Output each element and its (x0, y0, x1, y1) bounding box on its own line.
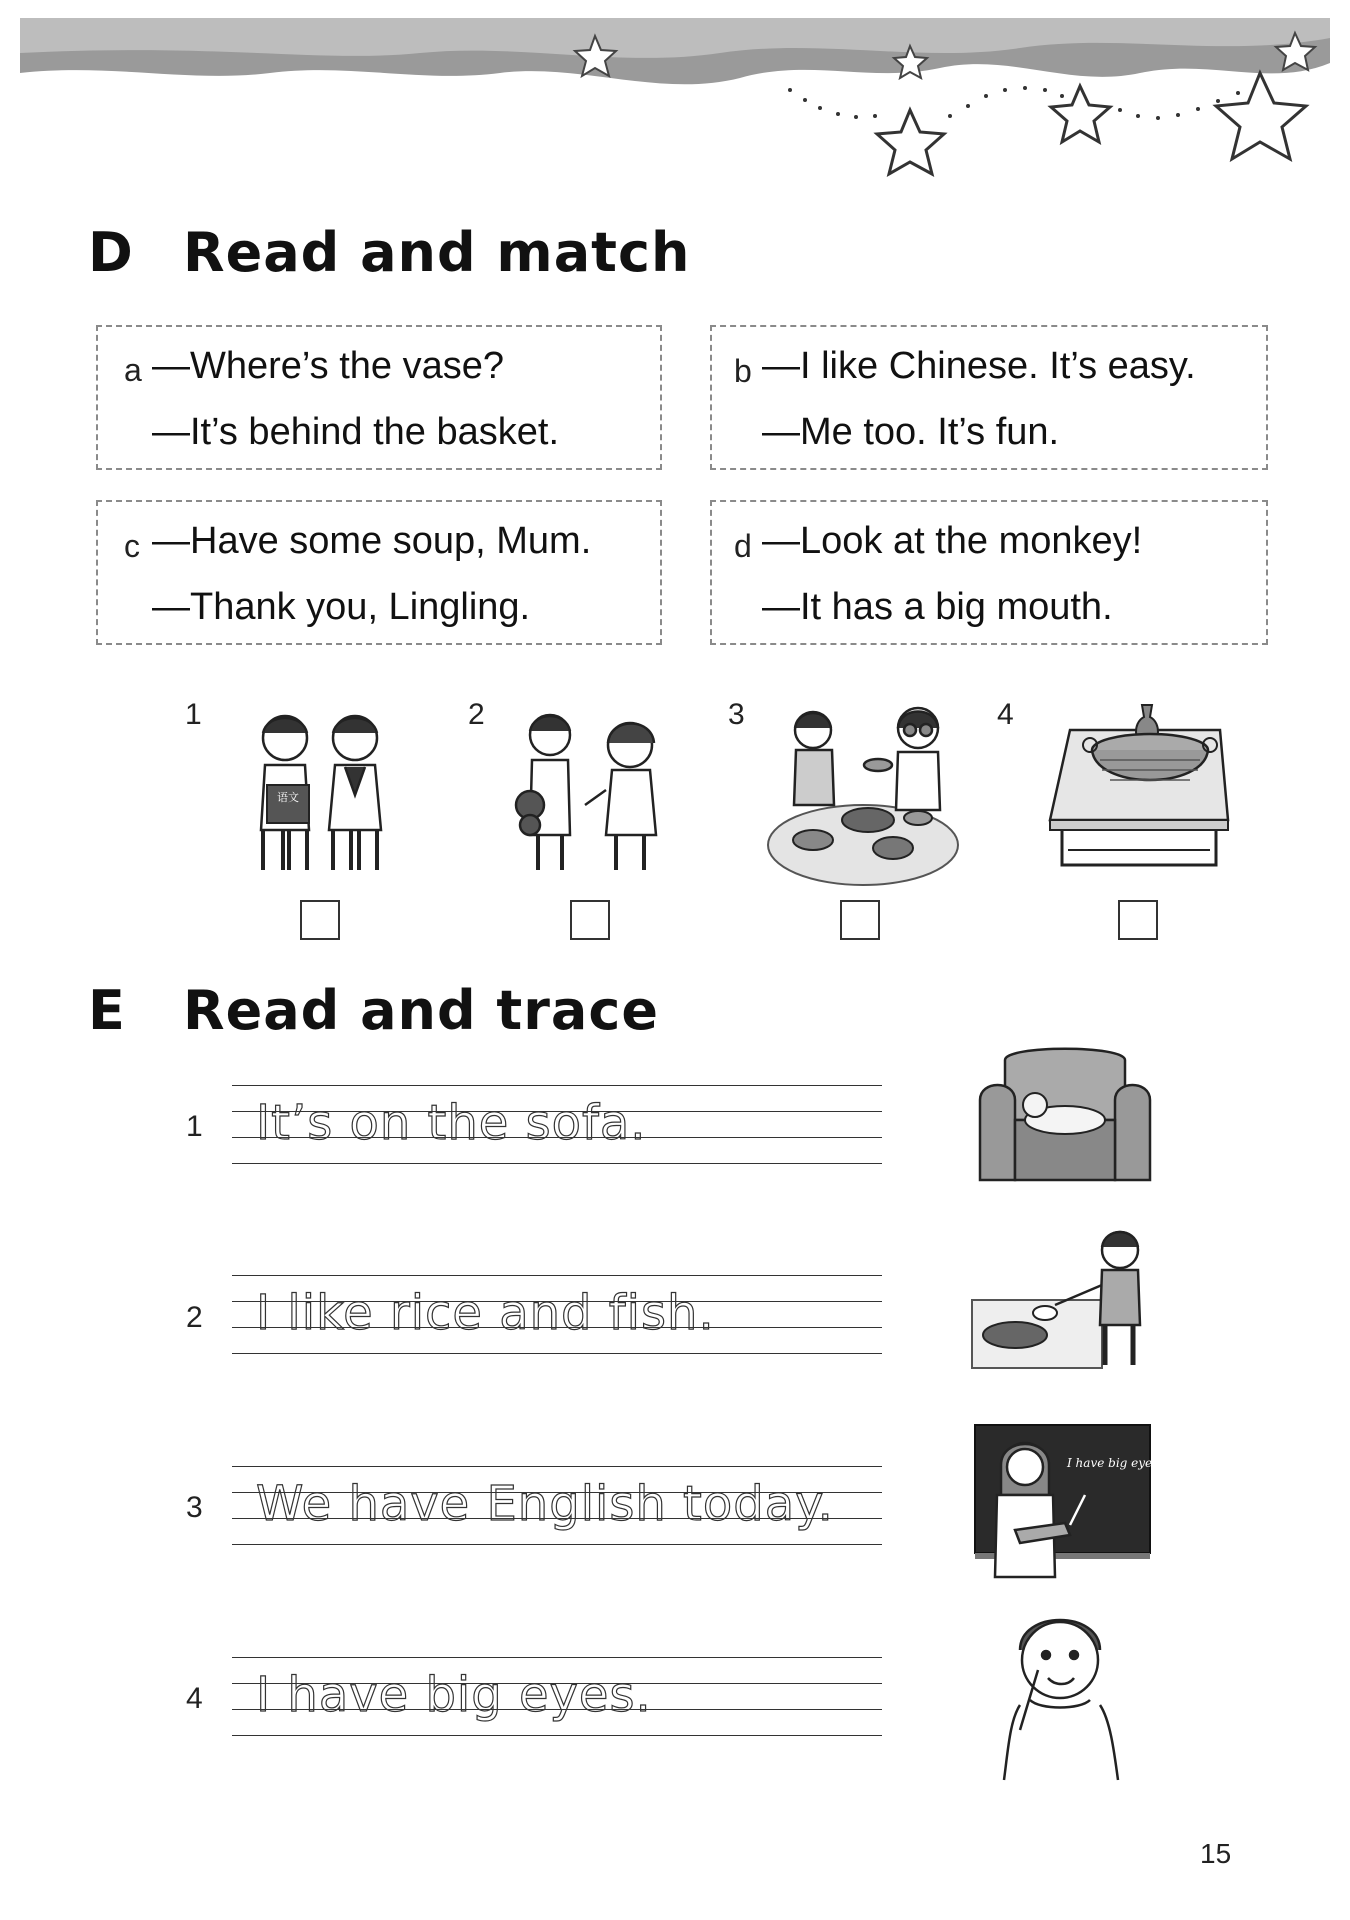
dialogue-box-c (96, 500, 662, 645)
dialogue-box-d (710, 500, 1268, 645)
dialogue-line-1: —Look at the monkey! (762, 520, 1143, 562)
girl-serving-soup-picture (768, 700, 958, 870)
dialogue-line-2: —It’s behind the basket. (152, 411, 559, 453)
vase-behind-basket-picture (1040, 705, 1230, 870)
dialogue-line-1: —I like Chinese. It’s easy. (762, 345, 1196, 387)
dialogue-line-2: —Thank you, Lingling. (152, 586, 531, 628)
answer-box-3[interactable] (840, 900, 880, 940)
book-label: 语文 (277, 792, 299, 804)
section-e-title: Read and trace (183, 979, 659, 1042)
trace-number: 3 (186, 1491, 203, 1524)
trace-line-1[interactable] (232, 1085, 882, 1165)
teacher-blackboard-picture (975, 1425, 1163, 1577)
answer-box-2[interactable] (570, 900, 610, 940)
picture-number: 4 (997, 698, 1014, 731)
girl-rice-fish-picture (970, 1225, 1160, 1370)
answer-box-1[interactable] (300, 900, 340, 940)
board-text: I have big eyes. (1067, 1456, 1163, 1470)
picture-number: 3 (728, 698, 745, 731)
trace-text: I have big eyes. (256, 1667, 652, 1723)
dialogue-letter: b (734, 353, 752, 389)
dialogue-box-b (710, 325, 1268, 470)
boy-pointing-eye-picture (990, 1600, 1130, 1780)
dialogue-letter: c (124, 528, 140, 564)
two-boys-with-book-picture (245, 705, 415, 875)
page-number: 15 (1200, 1838, 1232, 1869)
picture-number: 1 (185, 698, 202, 731)
dialogue-line-1: —Where’s the vase? (152, 345, 505, 387)
dialogue-box-a (96, 325, 662, 470)
section-d-title: Read and match (183, 221, 691, 284)
trace-line-2[interactable] (232, 1275, 882, 1355)
trace-number: 4 (186, 1682, 203, 1715)
answer-box-4[interactable] (1118, 900, 1158, 940)
dialogue-line-2: —It has a big mouth. (762, 586, 1113, 628)
trace-text: We have English today. (256, 1476, 834, 1532)
star-banner (20, 18, 1330, 188)
trace-line-3[interactable] (232, 1466, 882, 1546)
section-e-letter: E (88, 979, 125, 1042)
trace-text: It’s on the sofa. (256, 1095, 647, 1151)
trace-line-4[interactable] (232, 1657, 882, 1737)
cat-on-sofa-picture (975, 1040, 1155, 1185)
trace-number: 1 (186, 1110, 203, 1143)
dialogue-line-2: —Me too. It’s fun. (762, 411, 1060, 453)
dialogue-letter: d (734, 528, 752, 564)
girl-with-monkey-toy-picture (500, 705, 680, 875)
section-d-letter: D (88, 221, 133, 284)
dialogue-line-1: —Have some soup, Mum. (152, 520, 592, 562)
picture-number: 2 (468, 698, 485, 731)
trace-text: I like rice and fish. (256, 1285, 715, 1341)
dialogue-letter: a (124, 352, 142, 388)
trace-number: 2 (186, 1301, 203, 1334)
